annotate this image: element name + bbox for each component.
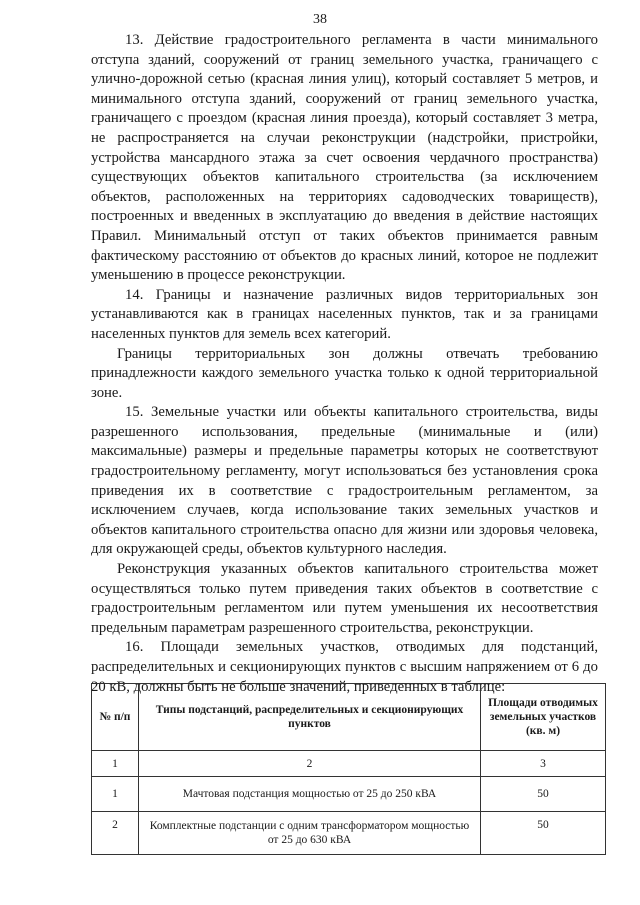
table-cell: 50 [481,777,606,812]
table-row [92,812,606,855]
paragraph-13: 13. Действие градостроительного регламента в части минимального отступа зданий, сооружений от границ земельного участка, граничащего с улично-дорожной сетью (красная линия улиц), который составляет 5 метров, и минимального отступа зданий, сооружений от границ земельного участка, граничащего с проездом (красная линия проезда), который составляет 3 метра, не распространяется на случаи реконструкции (надстройки, пристройки, устройства мансардного этажа за счет освоения чердачного пространства) существующих объектов капитального строительства (за исключением объектов, расположенных на территориях садоводческих товариществ), построенных и введенных в эксплуатацию до введения в действие настоящих Правил. Минимальный отступ от таких объектов принимается равным фактическому расстоянию от объектов до красных линий, которое не подлежит уменьшению в процессе реконструкции. [91,32,598,284]
table-cell: 1 [92,751,139,777]
paragraph-15: 15. Земельные участки или объекты капитального строительства, виды разрешенного использования, предельные (минимальные и (или) максимальные) размеры и предельные параметры которых не соответствуют градостроительному регламенту, могут использоваться без установления срока приведения их в соответствие с градостроительным регламентом, за исключением случаев, когда использование таких земельных участков и объектов капитального строительства опасно для жизни или здоровья человека, для окружающей среды, объектов культурного наследия. [91,404,598,558]
substation-area-table [91,683,606,855]
paragraph-14: 14. Границы и назначение различных видов территориальных зон устанавливаются как в границах населенных пунктов, так и за границами населенных пунктов для земель всех категорий. [91,286,598,342]
header-area: Площади отводимых земельных участков (кв. м) [481,684,606,751]
header-number: № п/п [92,684,139,751]
table-cell: 3 [481,751,606,777]
table-cell: 50 [481,812,606,855]
page-number: 38 [313,12,327,27]
table-cell: Комплектные подстанции с одним трансформатором мощностью от 25 до 630 кВА [139,812,481,855]
table-cell: 2 [92,812,139,855]
paragraph-16: 16. Площади земельных участков, отводимых для подстанций, распределительных и секционирующих пунктов с высшим напряжением от 6 до 20 кВ, должны быть не больше значений, приведенных в таблице: [91,639,598,695]
paragraph-zone-boundaries: Границы территориальных зон должны отвечать требованию принадлежности каждого земельного участка только к одной территориальной зоне. [91,345,598,401]
table-row [92,777,606,812]
table-row-numbering [92,751,606,777]
header-type: Типы подстанций, распределительных и секционирующих пунктов [139,684,481,751]
table-cell: Мачтовая подстанция мощностью от 25 до 250 кВА [139,777,481,812]
table-cell: 1 [92,777,139,812]
table-header-row [92,684,606,751]
document-body [91,31,598,697]
table-cell: 2 [139,751,481,777]
paragraph-reconstruction: Реконструкция указанных объектов капитального строительства может осуществляться только путем приведения таких объектов в соответствие с градостроительным регламентом или путем уменьшения их несоответствия предельным параметрам разрешенного строительства, реконструкции. [91,561,598,636]
